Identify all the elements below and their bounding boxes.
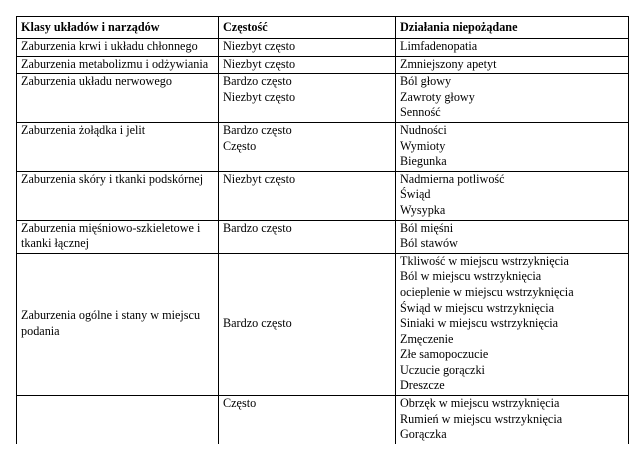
cell-soc: Zaburzenia żołądka i jelit (17, 122, 219, 171)
frequency-line: Bardzo często (223, 122, 292, 137)
table-row (17, 171, 629, 220)
reaction-line: Zmęczenie (400, 331, 454, 346)
reaction-line: Ból mięśni (400, 220, 454, 235)
cell-frequency (219, 74, 396, 123)
cell-frequency (219, 122, 396, 171)
reaction-line: Zawroty głowy (400, 89, 475, 104)
reaction-line: Wysypka (400, 202, 446, 217)
frequency-line: Często (223, 138, 257, 153)
reaction-line: Senność (400, 105, 441, 120)
cell-frequency (219, 171, 396, 220)
frequency-line: Niezbyt często (223, 89, 296, 104)
cell-frequency (219, 396, 396, 444)
frequency-line: Bardzo często (223, 74, 292, 89)
frequency-line: Bardzo często (223, 220, 292, 235)
table-row (17, 39, 629, 57)
reaction-line: Gorączka (400, 427, 447, 442)
table-header-row (17, 17, 629, 39)
frequency-line: Niezbyt często (223, 171, 296, 186)
cell-soc: Zaburzenia układu nerwowego (17, 74, 219, 123)
frequency-line: Niezbyt często (223, 56, 296, 71)
reaction-line: Wymioty (400, 138, 446, 153)
cell-soc: Zaburzenia krwi i układu chłonnego (17, 39, 219, 57)
header-frequency: Częstość (219, 17, 396, 39)
reaction-line: Dreszcze (400, 378, 445, 393)
reaction-line: Nudności (400, 122, 447, 137)
reaction-line: Ból głowy (400, 74, 452, 89)
reaction-line: Limfadenopatia (400, 39, 478, 53)
reaction-line: Świąd w miejscu wstrzyknięcia (400, 300, 554, 315)
cell-soc: Zaburzenia mięśniowo-szkieletowe i tkanki łącznej (17, 220, 219, 253)
reaction-line: Siniaki w miejscu wstrzyknięcia (400, 316, 559, 331)
table-row (17, 396, 629, 444)
reaction-line: Tkliwość w miejscu wstrzyknięcia (400, 253, 569, 268)
reaction-line: ocieplenie w miejscu wstrzyknięcia (400, 284, 574, 299)
header-soc: Klasy układów i narządów (17, 17, 219, 39)
table-row (17, 56, 629, 74)
frequency-line: Bardzo często (223, 316, 292, 331)
cell-frequency (219, 220, 396, 253)
reaction-line: Obrzęk w miejscu wstrzyknięcia (400, 396, 560, 411)
cell-frequency (219, 56, 396, 74)
cell-reactions (396, 171, 629, 220)
reaction-line: Rumień w miejscu wstrzyknięcia (400, 411, 563, 426)
header-reactions: Działania niepożądane (396, 17, 629, 39)
reaction-line: Ból w miejscu wstrzyknięcia (400, 269, 542, 284)
cell-frequency (219, 253, 396, 395)
cell-reactions (396, 56, 629, 74)
reaction-line: Świąd (400, 187, 431, 202)
table-row (17, 220, 629, 253)
cell-soc: Zaburzenia metabolizmu i odżywiania (17, 56, 219, 74)
reaction-line: Uczucie gorączki (400, 362, 485, 377)
cell-frequency (219, 39, 396, 57)
adverse-reactions-table (16, 16, 629, 444)
table-body (17, 39, 629, 444)
reaction-line: Złe samopoczucie (400, 347, 489, 362)
frequency-line: Niezbyt często (223, 39, 296, 53)
cell-soc: Zaburzenia ogólne i stany w miejscu podania (17, 253, 219, 395)
reaction-line: Zmniejszony apetyt (400, 56, 497, 71)
frequency-line: Często (223, 396, 257, 411)
table-row (17, 74, 629, 123)
table-row (17, 253, 629, 395)
table-row (17, 122, 629, 171)
cell-reactions (396, 253, 629, 395)
cell-reactions (396, 39, 629, 57)
reaction-line: Ból stawów (400, 236, 458, 251)
reaction-line: Nadmierna potliwość (400, 171, 505, 186)
cell-soc (17, 396, 219, 444)
cell-reactions (396, 220, 629, 253)
cell-soc: Zaburzenia skóry i tkanki podskórnej (17, 171, 219, 220)
cell-reactions (396, 396, 629, 444)
cell-reactions (396, 122, 629, 171)
reaction-line: Biegunka (400, 154, 447, 169)
cell-reactions (396, 74, 629, 123)
